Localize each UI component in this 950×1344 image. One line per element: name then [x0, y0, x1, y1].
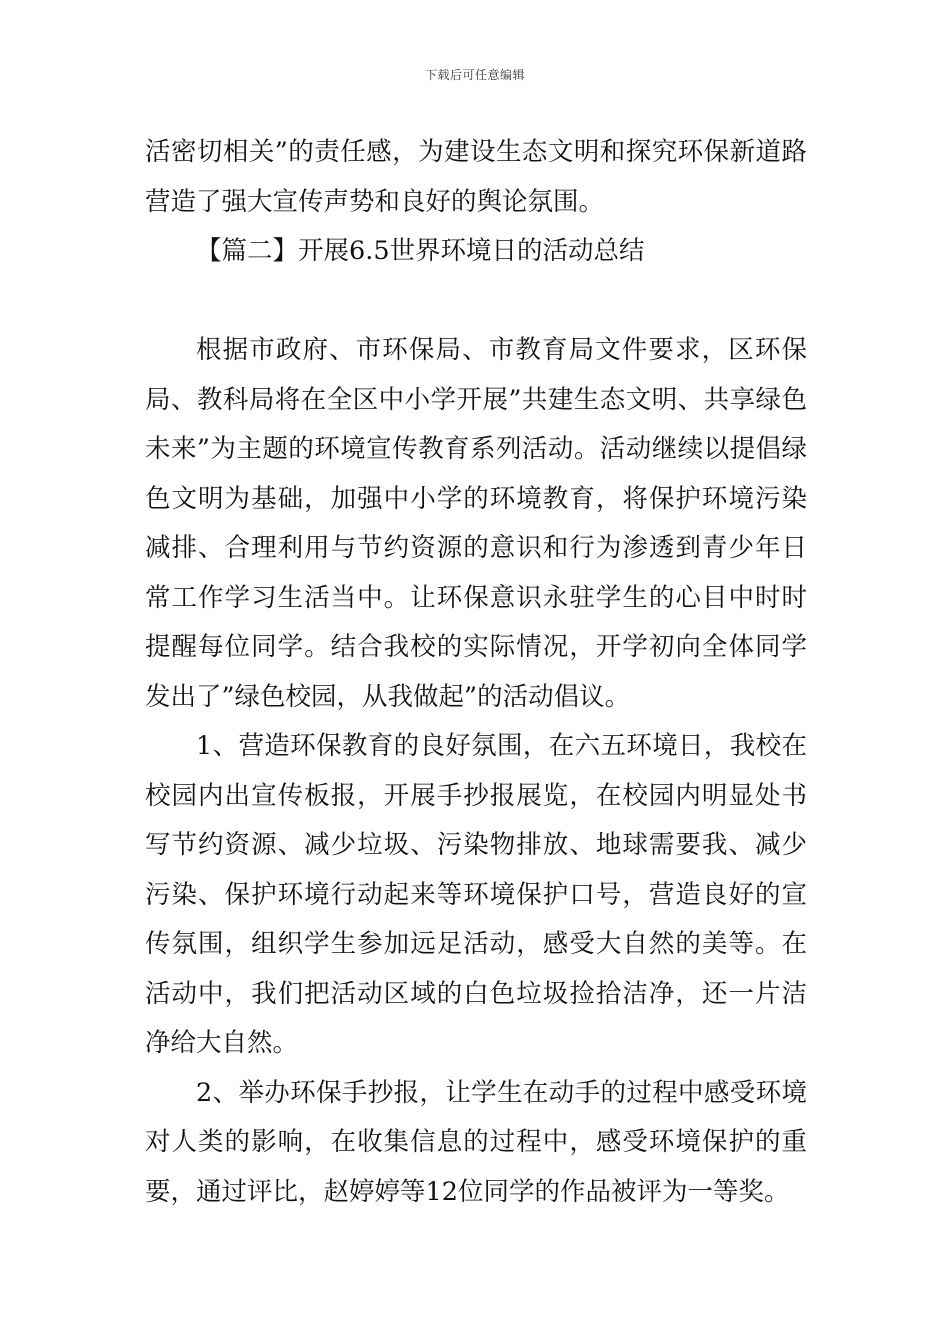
header-note: 下载后可任意编辑 — [424, 68, 525, 82]
paragraph-continued: 活密切相关”的责任感，为建设生态文明和探究环保新道路营造了强大宣传声势和良好的舆论氛围。 — [145, 137, 807, 217]
section-heading: 【篇二】开展6.5世界环境日的活动总结 — [196, 236, 645, 266]
paragraph-intro: 根据市政府、市环保局、市教育局文件要求，区环保局、教科局将在全区中小学开展”共建生态文明、共享绿色未来”为主题的环境宣传教育系列活动。活动继续以提倡绿色文明为基础，加强中小学的环境教育，将保护环境污染减排、合理利用与节约资源的意识和行为渗透到青少年日常工作学习生活当中。让环保意识永驻学生的心目中时时提醒每位同学。结合我校的实际情况，开学初向全体同学发出了”绿色校园，从我做起”的活动倡议。 — [145, 335, 807, 712]
paragraph-item-1: 1、营造环保教育的良好氛围，在六五环境日，我校在校园内出宣传板报，开展手抄报展览，在校园内明显处书写节约资源、减少垃圾、污染物排放、地球需要我、减少污染、保护环境行动起来等环境保护口号，营造良好的宣传氛围，组织学生参加远足活动，感受大自然的美等。在活动中，我们把活动区域的白色垃圾捡拾洁净，还一片洁净给大自然。 — [145, 731, 807, 1058]
paragraph-item-2: 2、举办环保手抄报，让学生在动手的过程中感受环境对人类的影响，在收集信息的过程中，感受环境保护的重要，通过评比，赵婷婷等12位同学的作品被评为一等奖。 — [145, 1077, 807, 1207]
document-body — [145, 128, 807, 1217]
blank-line — [145, 277, 807, 327]
